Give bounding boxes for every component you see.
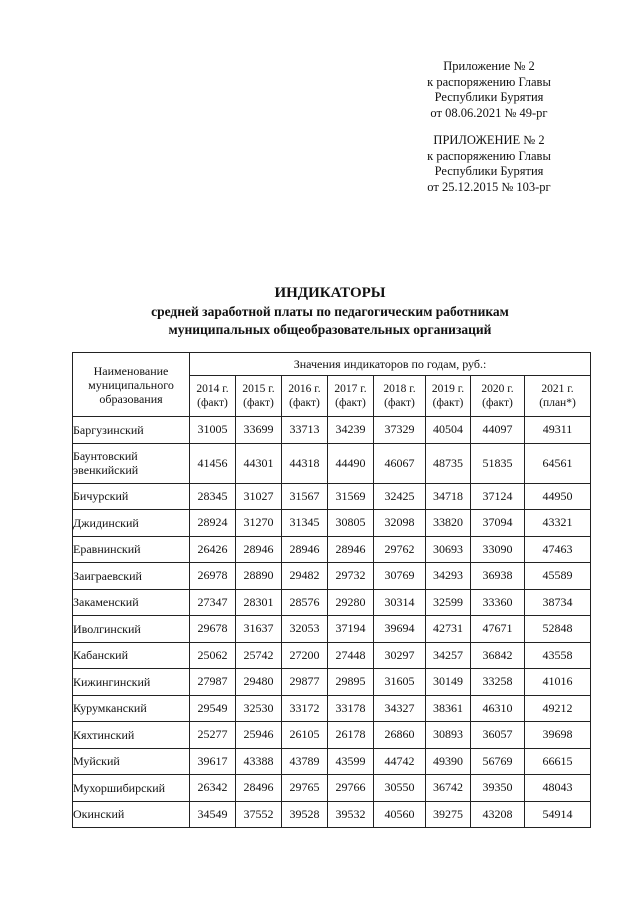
salary-value: 31637 bbox=[236, 616, 282, 643]
document-title bbox=[60, 284, 600, 338]
salary-value: 46067 bbox=[374, 443, 426, 483]
salary-value: 26978 bbox=[190, 563, 236, 590]
values-header: Значения индикаторов по годам, руб.: bbox=[190, 353, 591, 376]
salary-value: 29762 bbox=[374, 536, 426, 563]
annex-current-line: от 08.06.2021 № 49-рг bbox=[430, 105, 548, 120]
title-line-2: средней заработной платы по педагогическим работникам bbox=[151, 304, 509, 319]
salary-value: 26342 bbox=[190, 775, 236, 802]
salary-value: 51835 bbox=[471, 443, 525, 483]
salary-value: 44318 bbox=[282, 443, 328, 483]
salary-value: 32599 bbox=[426, 589, 471, 616]
annex-original-block bbox=[400, 133, 578, 195]
salary-value: 26860 bbox=[374, 722, 426, 749]
salary-value: 43599 bbox=[328, 748, 374, 775]
salary-value: 26178 bbox=[328, 722, 374, 749]
salary-value: 40560 bbox=[374, 801, 426, 828]
municipality-name: Джидинский bbox=[73, 510, 190, 537]
salary-value: 31345 bbox=[282, 510, 328, 537]
salary-value: 39532 bbox=[328, 801, 374, 828]
municipality-name: Муйский bbox=[73, 748, 190, 775]
salary-value: 32425 bbox=[374, 483, 426, 510]
salary-value: 38734 bbox=[525, 589, 591, 616]
table-row bbox=[73, 616, 591, 643]
municipality-name: Кабанский bbox=[73, 642, 190, 669]
salary-value: 28301 bbox=[236, 589, 282, 616]
municipality-name: Мухоршибирский bbox=[73, 775, 190, 802]
salary-value: 44490 bbox=[328, 443, 374, 483]
municipality-name: Закаменский bbox=[73, 589, 190, 616]
municipality-name: Кяхтинский bbox=[73, 722, 190, 749]
salary-value: 31605 bbox=[374, 669, 426, 696]
salary-value: 49212 bbox=[525, 695, 591, 722]
salary-value: 29765 bbox=[282, 775, 328, 802]
salary-value: 27347 bbox=[190, 589, 236, 616]
salary-value: 49390 bbox=[426, 748, 471, 775]
table-row bbox=[73, 722, 591, 749]
salary-value: 37124 bbox=[471, 483, 525, 510]
table-row bbox=[73, 669, 591, 696]
salary-value: 41456 bbox=[190, 443, 236, 483]
annex-original-line: к распоряжению Главы bbox=[427, 148, 551, 163]
salary-value: 48043 bbox=[525, 775, 591, 802]
salary-value: 39275 bbox=[426, 801, 471, 828]
salary-value: 47671 bbox=[471, 616, 525, 643]
salary-value: 43321 bbox=[525, 510, 591, 537]
salary-value: 37094 bbox=[471, 510, 525, 537]
salary-value: 39528 bbox=[282, 801, 328, 828]
salary-value: 37329 bbox=[374, 417, 426, 444]
salary-value: 30805 bbox=[328, 510, 374, 537]
salary-value: 36057 bbox=[471, 722, 525, 749]
table-row bbox=[73, 443, 591, 483]
salary-value: 39350 bbox=[471, 775, 525, 802]
indicators-table bbox=[72, 352, 591, 828]
municipality-name: Иволгинский bbox=[73, 616, 190, 643]
salary-value: 38361 bbox=[426, 695, 471, 722]
salary-value: 56769 bbox=[471, 748, 525, 775]
salary-value: 28946 bbox=[236, 536, 282, 563]
municipality-name: Баунтовский эвенкийский bbox=[73, 443, 190, 483]
salary-value: 42731 bbox=[426, 616, 471, 643]
salary-value: 34293 bbox=[426, 563, 471, 590]
salary-value: 30149 bbox=[426, 669, 471, 696]
table-row bbox=[73, 563, 591, 590]
salary-value: 33360 bbox=[471, 589, 525, 616]
annex-original-line: от 25.12.2015 № 103-рг bbox=[427, 179, 551, 194]
salary-value: 44742 bbox=[374, 748, 426, 775]
title-line-3: муниципальных общеобразовательных организаций bbox=[168, 321, 492, 337]
salary-value: 49311 bbox=[525, 417, 591, 444]
salary-value: 31569 bbox=[328, 483, 374, 510]
table-body bbox=[73, 417, 591, 828]
table-row bbox=[73, 642, 591, 669]
salary-value: 31027 bbox=[236, 483, 282, 510]
salary-value: 30550 bbox=[374, 775, 426, 802]
salary-value: 31270 bbox=[236, 510, 282, 537]
salary-value: 43208 bbox=[471, 801, 525, 828]
salary-value: 46310 bbox=[471, 695, 525, 722]
salary-value: 25742 bbox=[236, 642, 282, 669]
salary-value: 43789 bbox=[282, 748, 328, 775]
salary-value: 26105 bbox=[282, 722, 328, 749]
salary-value: 44950 bbox=[525, 483, 591, 510]
salary-value: 47463 bbox=[525, 536, 591, 563]
municipality-name: Баргузинский bbox=[73, 417, 190, 444]
salary-value: 52848 bbox=[525, 616, 591, 643]
salary-value: 43388 bbox=[236, 748, 282, 775]
salary-value: 34718 bbox=[426, 483, 471, 510]
table-row bbox=[73, 483, 591, 510]
salary-value: 32053 bbox=[282, 616, 328, 643]
salary-value: 34257 bbox=[426, 642, 471, 669]
salary-value: 44301 bbox=[236, 443, 282, 483]
salary-value: 32098 bbox=[374, 510, 426, 537]
salary-value: 43558 bbox=[525, 642, 591, 669]
year-header-6: 2020 г. (факт) bbox=[471, 376, 525, 417]
year-header-2: 2016 г. (факт) bbox=[282, 376, 328, 417]
salary-value: 30769 bbox=[374, 563, 426, 590]
salary-value: 29482 bbox=[282, 563, 328, 590]
municipality-name: Окинский bbox=[73, 801, 190, 828]
salary-value: 66615 bbox=[525, 748, 591, 775]
salary-value: 28576 bbox=[282, 589, 328, 616]
salary-value: 29877 bbox=[282, 669, 328, 696]
salary-value: 28924 bbox=[190, 510, 236, 537]
salary-value: 25277 bbox=[190, 722, 236, 749]
salary-value: 33713 bbox=[282, 417, 328, 444]
salary-value: 32530 bbox=[236, 695, 282, 722]
salary-value: 34239 bbox=[328, 417, 374, 444]
salary-value: 28345 bbox=[190, 483, 236, 510]
salary-value: 39698 bbox=[525, 722, 591, 749]
salary-value: 28890 bbox=[236, 563, 282, 590]
municipality-name: Еравнинский bbox=[73, 536, 190, 563]
table-row bbox=[73, 801, 591, 828]
table-row bbox=[73, 510, 591, 537]
annex-current-line: Приложение № 2 bbox=[443, 59, 535, 73]
salary-value: 29549 bbox=[190, 695, 236, 722]
header-row-top bbox=[73, 353, 591, 376]
salary-value: 25946 bbox=[236, 722, 282, 749]
salary-value: 28496 bbox=[236, 775, 282, 802]
salary-value: 31567 bbox=[282, 483, 328, 510]
salary-value: 29766 bbox=[328, 775, 374, 802]
year-header-0: 2014 г. (факт) bbox=[190, 376, 236, 417]
municipality-name: Заиграевский bbox=[73, 563, 190, 590]
annex-current-block bbox=[400, 59, 578, 121]
salary-value: 30893 bbox=[426, 722, 471, 749]
salary-value: 48735 bbox=[426, 443, 471, 483]
salary-value: 27448 bbox=[328, 642, 374, 669]
salary-value: 39694 bbox=[374, 616, 426, 643]
year-header-3: 2017 г. (факт) bbox=[328, 376, 374, 417]
salary-value: 33699 bbox=[236, 417, 282, 444]
salary-value: 29480 bbox=[236, 669, 282, 696]
salary-value: 37194 bbox=[328, 616, 374, 643]
salary-value: 27987 bbox=[190, 669, 236, 696]
salary-value: 45589 bbox=[525, 563, 591, 590]
salary-value: 34549 bbox=[190, 801, 236, 828]
salary-value: 30693 bbox=[426, 536, 471, 563]
salary-value: 33258 bbox=[471, 669, 525, 696]
title-main: ИНДИКАТОРЫ bbox=[274, 285, 386, 301]
annex-current-line: Республики Бурятия bbox=[434, 90, 544, 104]
salary-value: 41016 bbox=[525, 669, 591, 696]
salary-value: 30297 bbox=[374, 642, 426, 669]
year-header-7: 2021 г. (план*) bbox=[525, 376, 591, 417]
salary-value: 27200 bbox=[282, 642, 328, 669]
annex-current-line: к распоряжению Главы bbox=[427, 74, 551, 89]
salary-value: 33172 bbox=[282, 695, 328, 722]
salary-value: 26426 bbox=[190, 536, 236, 563]
salary-value: 36742 bbox=[426, 775, 471, 802]
annex-original-line: ПРИЛОЖЕНИЕ № 2 bbox=[433, 133, 545, 147]
table-row bbox=[73, 536, 591, 563]
table-row bbox=[73, 417, 591, 444]
salary-value: 29678 bbox=[190, 616, 236, 643]
salary-value: 33178 bbox=[328, 695, 374, 722]
salary-value: 44097 bbox=[471, 417, 525, 444]
municipality-name: Кижингинский bbox=[73, 669, 190, 696]
table-row bbox=[73, 775, 591, 802]
year-header-5: 2019 г. (факт) bbox=[426, 376, 471, 417]
salary-value: 25062 bbox=[190, 642, 236, 669]
salary-value: 36842 bbox=[471, 642, 525, 669]
year-header-1: 2015 г. (факт) bbox=[236, 376, 282, 417]
salary-value: 64561 bbox=[525, 443, 591, 483]
salary-value: 33090 bbox=[471, 536, 525, 563]
salary-value: 36938 bbox=[471, 563, 525, 590]
salary-value: 28946 bbox=[328, 536, 374, 563]
salary-value: 29280 bbox=[328, 589, 374, 616]
annex-original-line: Республики Бурятия bbox=[434, 164, 544, 178]
salary-value: 29732 bbox=[328, 563, 374, 590]
salary-value: 54914 bbox=[525, 801, 591, 828]
salary-value: 40504 bbox=[426, 417, 471, 444]
salary-value: 31005 bbox=[190, 417, 236, 444]
table-row bbox=[73, 748, 591, 775]
municipality-name: Бичурский bbox=[73, 483, 190, 510]
salary-value: 28946 bbox=[282, 536, 328, 563]
year-header-4: 2018 г. (факт) bbox=[374, 376, 426, 417]
salary-value: 29895 bbox=[328, 669, 374, 696]
table-row bbox=[73, 589, 591, 616]
salary-value: 33820 bbox=[426, 510, 471, 537]
table-row bbox=[73, 695, 591, 722]
name-column-header: Наименование муниципального образования bbox=[73, 353, 190, 417]
salary-value: 30314 bbox=[374, 589, 426, 616]
salary-value: 34327 bbox=[374, 695, 426, 722]
salary-value: 37552 bbox=[236, 801, 282, 828]
municipality-name: Курумканский bbox=[73, 695, 190, 722]
salary-value: 39617 bbox=[190, 748, 236, 775]
